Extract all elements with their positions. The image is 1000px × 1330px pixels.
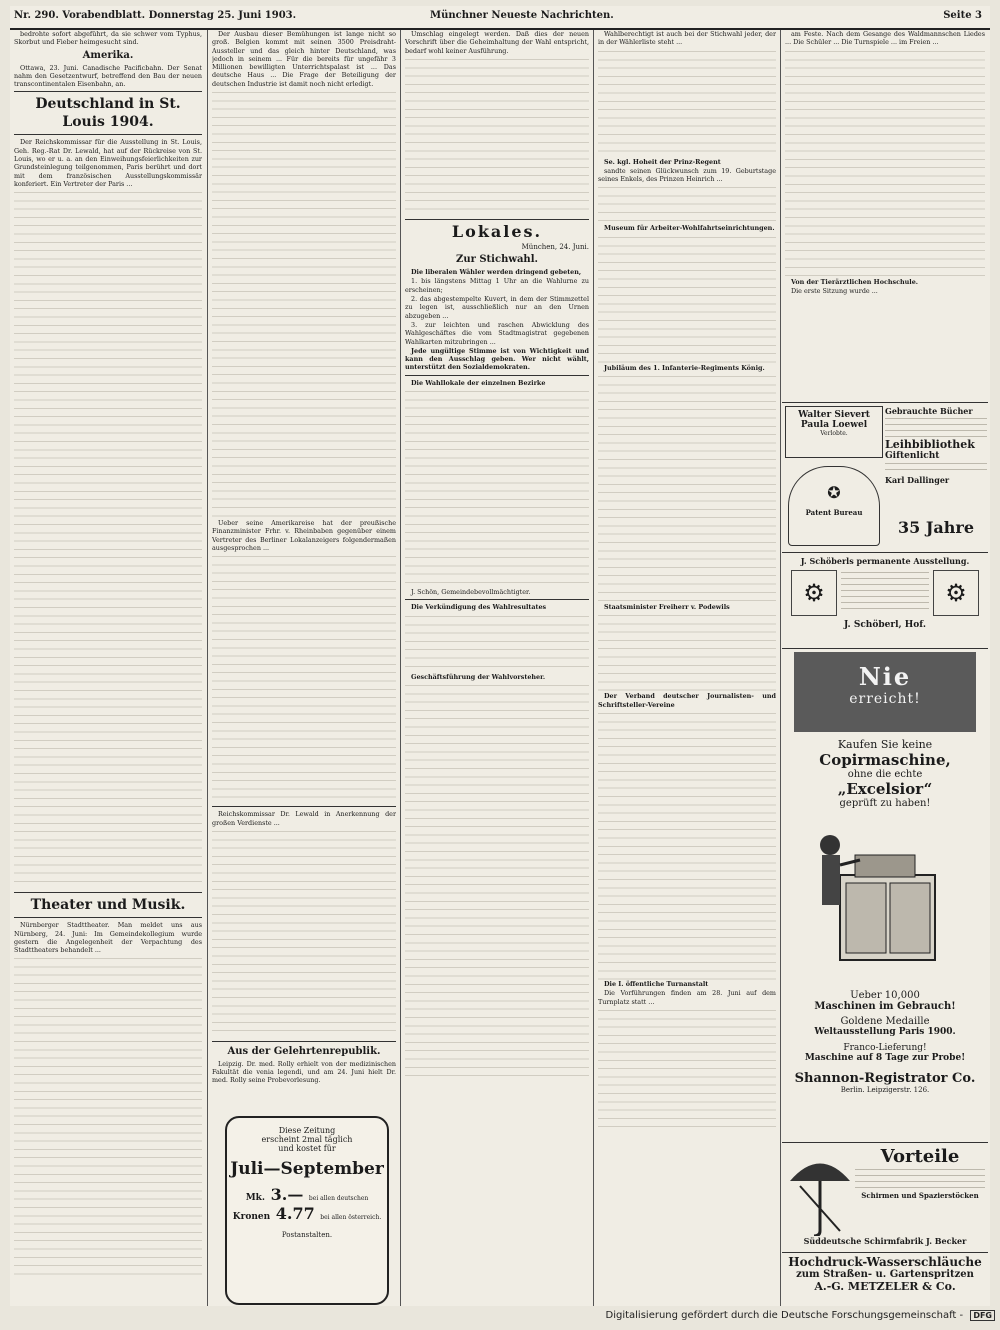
- ad-copir-line-11: Maschine auf 8 Tage zur Probe!: [804, 1053, 966, 1063]
- dfg-logo: DFG: [970, 1310, 995, 1321]
- column-4: [598, 30, 776, 1300]
- ad-erreicht: erreicht!: [849, 691, 921, 707]
- heading-geschaeftsfuehrung: Geschäftsführung der Wahlvorsteher.: [411, 672, 546, 681]
- article-body-lines: [405, 388, 589, 588]
- heading-turnanstalt: Die I. öffentliche Turnanstalt: [604, 979, 709, 988]
- article-body-lines: [14, 189, 202, 889]
- article-body-lines: [598, 184, 776, 224]
- article-body-lines: [598, 234, 776, 364]
- ad-buecher-title: Gebrauchte Bücher: [885, 406, 973, 416]
- ad-copir-line-5: geprüft zu haben!: [839, 798, 931, 809]
- ad-copir-line-6: Ueber 10,000: [850, 990, 920, 1001]
- heading-hochschule: Von der Tierärztlichen Hochschule.: [791, 277, 919, 286]
- divider: [405, 219, 589, 220]
- ads-divider: [782, 1142, 988, 1143]
- ad-sievert: [785, 406, 883, 458]
- machine-icon: ⚙: [791, 570, 837, 616]
- page-number: Seite 3: [943, 10, 982, 21]
- divider: [405, 375, 589, 376]
- ad-text-lines: [855, 1167, 985, 1191]
- ad-copir-line-3: ohne die echte: [847, 769, 923, 780]
- article-body-lines: [14, 955, 202, 1275]
- gelehrten-text: Leipzig. Dr. med. Rolly erhielt von der medizinischen Fakultät die venia legendi, und am 24. Juni hielt Dr. med. Rolly seine Probevorlesung.: [212, 1059, 396, 1085]
- ad-sievert-name-1: Walter Sievert: [798, 410, 870, 420]
- subscription-box: [225, 1116, 389, 1305]
- ad-years-label: 35 Jahre: [897, 518, 974, 537]
- ad-copir-details: [785, 990, 985, 1140]
- digitization-footer: [600, 1310, 995, 1326]
- ad-hochdruck-2: zum Straßen- u. Gartenspritzen: [796, 1269, 974, 1280]
- article-body-lines: [598, 48, 776, 158]
- ad-sievert-note: Verlobte.: [820, 430, 848, 437]
- ad-giftenlicht: Giftenlicht: [885, 451, 940, 461]
- column-2-text: Der Ausbau dieser Bemühungen ist lange nicht so groß. Belgien kommt mit seinen 3500 Preisdraht-Aussteller und das gleich hinter Deutschland, was jedoch in seinem ... Für die bereits für ungefähr 3 Millionen bewilligten Unterrichtspalast ist ... Das deutsche Haus ... Die Frage der Beteiligung der deutschen Industrie ist damit noch nicht erledigt.: [212, 30, 396, 88]
- sub-line-2: erscheint 2mal täglich: [261, 1135, 353, 1144]
- ad-hochdruck-1: Hochdruck-Wasserschläuche: [788, 1255, 982, 1269]
- ads-divider: [782, 402, 988, 403]
- amerikareise-text: Ueber seine Amerikareise hat der preußische Finanzminister Frhr. v. Rheinbaben gegenüber einem Vertreter des Berliner Lokalanzeigers folgendermaßen ausgesprochen ...: [212, 519, 396, 552]
- article-body-lines: [598, 373, 776, 603]
- divider: [14, 917, 202, 918]
- umbrella-icon: [785, 1146, 855, 1236]
- column-rule: [400, 30, 401, 1306]
- sub-months: Juli—September: [230, 1159, 384, 1179]
- ad-patent-bureau: [788, 466, 880, 546]
- column-rule: [780, 30, 781, 1306]
- ad-copirmaschine: [785, 738, 985, 988]
- ad-text-lines: [885, 416, 987, 438]
- heading-theater: Theater und Musik.: [30, 897, 186, 914]
- ad-copir-line-2: Copirmaschine,: [819, 751, 951, 769]
- ad-nie: Nie: [858, 662, 912, 691]
- article-body-lines: [405, 56, 589, 216]
- ad-copir-line-9: Weltausstellung Paris 1900.: [814, 1027, 956, 1037]
- mk-label: Mk.: [245, 1193, 266, 1203]
- medal-icon: ✪: [827, 483, 841, 502]
- heading-verband: Der Verband deutscher Journalisten- und Schriftsteller-Vereine: [598, 692, 776, 709]
- divider: [212, 806, 396, 807]
- column-rule: [593, 30, 594, 1306]
- article-body-lines: [212, 553, 396, 803]
- column-rule: [207, 30, 208, 1306]
- article-body-lines: [405, 613, 589, 673]
- ad-shannon-address: Berlin. Leipzigerstr. 126.: [840, 1086, 930, 1094]
- ad-copir-line-1: Kaufen Sie keine: [837, 738, 933, 751]
- issue-line: Nr. 290. Vorabendblatt. Donnerstag 25. Juni 1903.: [14, 10, 297, 21]
- ad-schoeberl-title: J. Schöberls permanente Ausstellung.: [800, 556, 970, 566]
- hochschule-text: Die erste Sitzung wurde ...: [791, 286, 878, 295]
- ad-schoeberl: [785, 556, 985, 644]
- copying-machine-illustration: [810, 815, 960, 965]
- article-body-lines: [598, 1007, 776, 1127]
- ad-text-lines: [841, 570, 929, 614]
- kr-value: 4.77: [275, 1204, 315, 1223]
- heading-staatsminister: Staatsminister Freiherr v. Podewils: [604, 603, 730, 612]
- amerika-text: Ottawa, 23. Juni. Canadische Pacificbahn. Der Senat nahm den Gesetzentwurf, betreffend den Bau der neuen transcontinentalen Eisenbahn, an.: [14, 63, 202, 89]
- column-3: [405, 30, 589, 1300]
- machine-icon: ⚙: [933, 570, 979, 616]
- ad-vorteile: Vorteile: [880, 1146, 960, 1167]
- heading-stichwahl: Zur Stichwahl.: [456, 254, 538, 266]
- article-body-lines: [598, 710, 776, 980]
- regent-text: sandte seinen Glückwunsch zum 19. Geburtstage seines Enkels, des Prinzen Heinrich ...: [598, 166, 776, 184]
- column-5-intro: am Feste. Nach dem Gesange des Waldmannschen Liedes ... Die Schüler ... Die Turnspiele ... im Freien ...: [785, 30, 985, 47]
- ad-metzeler-name: A.-G. METZELER & Co.: [814, 1280, 956, 1293]
- column-2: [212, 30, 396, 1300]
- divider: [212, 1041, 396, 1042]
- ad-schirm-2: Süddeutsche Schirmfabrik J. Becker: [803, 1236, 967, 1246]
- stichwahl-warning: Jede ungültige Stimme ist von Wichtigkeit und kann den Ausschlag geben. Wer nicht wählt, unterstützt den Sozialdemokraten.: [405, 346, 589, 372]
- heading-regiment: Jubiläum des 1. Infanterie-Regiments König.: [604, 363, 765, 372]
- sub-line-1: Diese Zeitung: [278, 1126, 336, 1135]
- footer-text: Digitalisierung gefördert durch die Deutsche Forschungsgemeinschaft -: [605, 1310, 964, 1321]
- ad-schoeberl-name: J. Schöberl, Hof.: [844, 620, 926, 630]
- ad-nie-erreicht: [794, 652, 976, 732]
- ads-divider: [782, 1252, 988, 1253]
- article-body-lines: [598, 612, 776, 692]
- ads-divider: [782, 552, 988, 553]
- sub-post: Postanstalten.: [281, 1231, 333, 1239]
- st-louis-text: Der Reichskommissar für die Ausstellung in St. Louis, Geh. Reg.-Rat Dr. Lewald, hat auf der Rückreise von St. Louis, wo er u. a. an den Einweihungsfeierlichkeiten zur Grundsteinlegung teilgenommen, Paris berührt und dort mit dem französischen Ausstellungskommissär konferiert. Ein Vertreter der Paris ...: [14, 138, 202, 188]
- mk-value: 3.—: [270, 1185, 304, 1204]
- ad-schirm-1: Schirmen und Spazierstöcken: [861, 1191, 979, 1200]
- column-3-intro: Umschlag eingelegt werden. Daß dies der neuen Vorschrift über die Geheimhaltung der Wahl entspricht, bedarf wohl keiner Ausführung.: [405, 30, 589, 55]
- column-1: [14, 30, 202, 1300]
- article-body-lines: [212, 828, 396, 1038]
- ad-text-lines: [885, 461, 987, 475]
- heading-st-louis: Deutschland in St. Louis 1904.: [35, 96, 181, 131]
- heading-amerika: Amerika.: [82, 49, 134, 61]
- ad-copir-line-8: Goldene Medaille: [840, 1016, 930, 1027]
- ad-shannon: Shannon-Registrator Co.: [794, 1071, 976, 1086]
- column-5: [785, 30, 985, 400]
- divider: [14, 91, 202, 92]
- divider: [14, 134, 202, 135]
- ad-metzeler: [785, 1255, 985, 1305]
- article-body-lines: [785, 48, 985, 278]
- heading-verkuendigung: Die Verkündigung des Wahlresultates: [411, 603, 547, 612]
- article-body-lines: [405, 682, 589, 1082]
- article-body-lines: [212, 89, 396, 519]
- newspaper-page: [10, 6, 990, 1306]
- heading-wahllokale: Die Wahllokale der einzelnen Bezirke: [411, 378, 546, 387]
- stichwahl-point-3: 3. zur leichten und raschen Abwicklung des Wahlgeschäftes die vom Stadtmagistrat gegebenen Wahlkarten mitzubringen ...: [405, 320, 589, 346]
- sub-line-3: und kostet für: [278, 1144, 336, 1153]
- mk-note: bei allen deutschen: [308, 1195, 369, 1202]
- heading-museum: Museum für Arbeiter-Wohlfahrtseinrichtungen.: [604, 224, 775, 233]
- ad-sievert-name-2: Paula Loewel: [800, 420, 868, 430]
- ad-copir-line-7: Maschinen im Gebrauch!: [814, 1001, 956, 1012]
- heading-lokales: Lokales.: [451, 221, 543, 241]
- dateline: München, 24. Juni.: [521, 242, 589, 251]
- ad-years: [885, 518, 987, 548]
- turnanstalt-text: Die Vorführungen finden am 28. Juni auf dem Turnplatz statt ...: [598, 989, 776, 1006]
- heading-gelehrtenrepublik: Aus der Gelehrtenrepublik.: [227, 1045, 381, 1057]
- heading-prinz-regent: Se. kgl. Hoheit der Prinz-Regent: [604, 157, 721, 166]
- masthead: [10, 6, 990, 30]
- ads-divider: [782, 648, 988, 649]
- ad-copir-line-10: Franco-Lieferung!: [843, 1043, 927, 1053]
- theater-text: Nürnberger Stadttheater. Man meldet uns aus Nürnberg, 24. Juni: Im Gemeindekollegium wurde gestern die Angelegenheit der Verpachtung des Stadttheaters behandelt ...: [14, 921, 202, 955]
- signature: J. Schön, Gemeindebevollmächtigter.: [411, 588, 531, 597]
- ad-patent-label: Patent Bureau: [805, 508, 863, 517]
- kr-note: bei allen österreich.: [320, 1214, 382, 1221]
- kr-label: Kronen: [232, 1212, 271, 1222]
- column-4-intro: Wahlberechtigt ist auch bei der Stichwahl jeder, der in der Wählerliste steht ...: [598, 30, 776, 47]
- intro-text: bedrohte sofort abgeführt, da sie schwer vom Typhus, Skorbut und Fieber heimgesucht sind.: [14, 30, 202, 47]
- divider: [405, 599, 589, 600]
- stichwahl-point-1: 1. bis längstens Mittag 1 Uhr an die Wahlurne zu erscheinen;: [405, 277, 589, 294]
- newspaper-title: Münchner Neueste Nachrichten.: [430, 10, 614, 21]
- ad-copir-line-4: „Excelsior“: [837, 780, 933, 798]
- divider: [14, 892, 202, 893]
- stichwahl-lead: Die liberalen Wähler werden dringend gebeten,: [411, 268, 582, 277]
- stichwahl-point-2: 2. das abgestempelte Kuvert, in dem der Stimmzettel zu legen ist, ausschließlich nur an den Urnen abzugeben ...: [405, 295, 589, 320]
- ad-buecher: [885, 406, 987, 516]
- ad-karl: Karl Dallinger: [885, 475, 950, 485]
- column-2-bottom-text: Reichskommissar Dr. Lewald in Anerkennung der großen Verdienste ...: [212, 810, 396, 827]
- ad-schirmfabrik: [785, 1146, 985, 1250]
- ad-leihbibliothek: Leihbibliothek: [885, 438, 975, 451]
